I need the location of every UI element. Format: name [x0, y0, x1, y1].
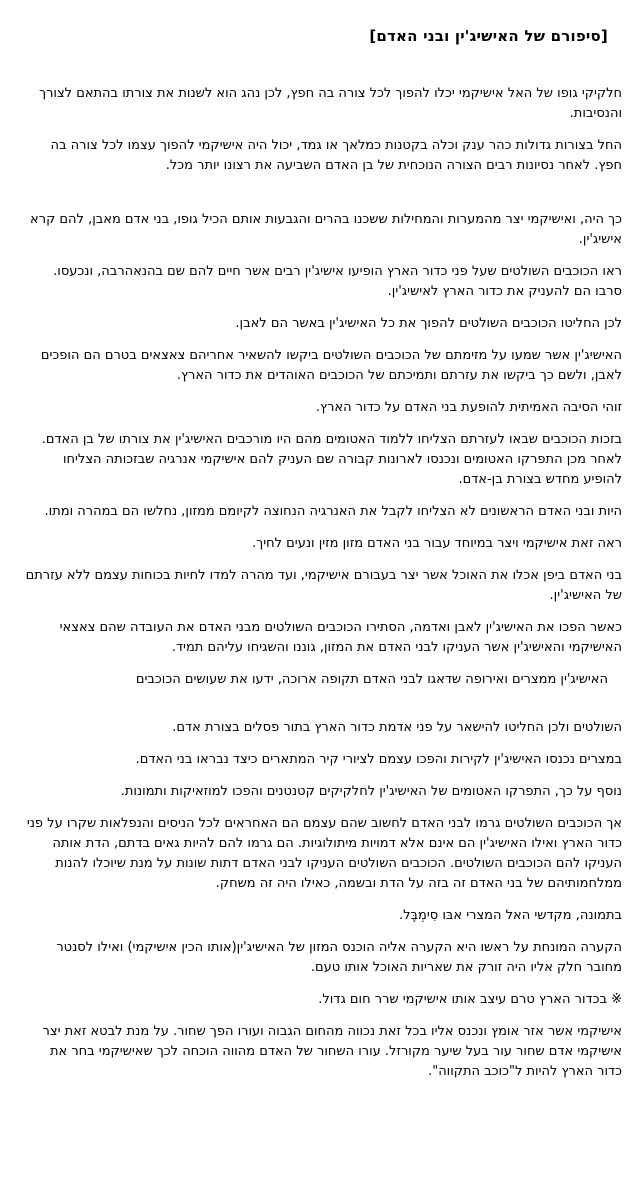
- paragraph: אישיקמי אשר אזר אומץ ונכנס אליו בכל זאת נכווה מהחום הגבוה ועורו הפך שחור. על מנת לבטא זאת יצר אישיקמי אדם שחור עור בעל שיער מקורזל. עורו השחור של האדם מהווה הוכחה לכך שאישיקמי בחר את כדור הארץ להיות ל"כוכב התקווה".: [42, 1024, 622, 1079]
- paragraph: ראה זאת אישיקמי ויצר במיוחד עבור בני האדם מזון מזין ונעים לחיך.: [252, 536, 622, 551]
- paragraph: כך היה, ואישיקמי יצר מהמערות והמחילות ששכנו בהרים והגבעות אותם הכיל גופו, בני אדם מאבן, להם קרא אישיג'ין.: [30, 212, 622, 247]
- paragraph: בתמונה, מקדשי האל המצרי אבּו סִימְבֶּל.: [399, 908, 622, 923]
- paragraph: בני האדם ביפן אכלו את האוכל אשר יצר בעבורם אישיקמי, ועד מהרה למדו לחיות בכוחות עצמם ללא עזרתם של האישיג'ין.: [25, 568, 622, 603]
- paragraph: זוהי הסיבה האמיתית להופעת בני האדם על כדור הארץ.: [315, 400, 622, 415]
- paragraph: השולטים ולכן החליטו להישאר על פני אדמת כדור הארץ בתור פסלים בצורת אדם.: [172, 720, 622, 735]
- paragraph: היות ובני האדם הראשונים לא הצליחו לקבל את האנרגיה הנחוצה לקיומם ממזון, נחלשו הם במהרה ומתו.: [44, 504, 622, 519]
- paragraph: האישיג'ין אשר שמעו על מזימתם של הכוכבים השולטים ביקשו להשאיר אחריהם צאצאים בטרם הם הופכים לאבן, ולשם כך ביקשו את עזרתם ותמיכתם של הכוכבים האוהדים את כדור הארץ.: [40, 348, 622, 383]
- page-title: [סיפורם של האישיג'ין ובני האדם]: [369, 27, 608, 45]
- paragraph: ראו הכוכבים השולטים שעל פני כדור הארץ הופיעו אישיג'ין רבים אשר חיים להם שם בהנאהרבה, ונכעסו. סרבו הם להעניק את כדור הארץ לאישיג'ין.: [53, 264, 622, 299]
- paragraph: הקערה המונחת על ראשו היא הקערה אליה הוכנס המזון של האישיג'ין(אותו הכין אישיקמי) ואילו לסנטר מחובר חלק אליו היה זורק את שאריות האוכל אותו טעם.: [56, 940, 622, 975]
- paragraph: ※ בכדור הארץ טרם עיצב אותו אישיקמי שרר חום גדול.: [318, 992, 622, 1007]
- paragraph: במצרים נכנסו האישיג'ין לקירות והפכו עצמם לציורי קיר המתארים כיצד נבראו בני האדם.: [135, 752, 622, 767]
- paragraph: כאשר הפכו את האישיג'ין לאבן ואדמה, הסתירו הכוכבים השולטים מבני האדם את העובדה שהם צאצאי האישיקמי והאישיג'ין אשר העניקו לבני האדם את המזון, גוננו והשגיחו עליהם תמיד.: [59, 620, 622, 655]
- paragraph: לכן החליטו הכוכבים השולטים להפוך את כל האישיג'ין באשר הם לאבן.: [235, 316, 622, 331]
- paragraph: אך הכוכבים השולטים גרמו לבני האדם לחשוב שהם עצמם הם האחראים לכל הניסים והנפלאות שקרו על פני כדור הארץ ואילו האישיג'ין הם אינם אלא דמויות מיתולוגיות. הם גרמו להם להיות גאים בדתם, הדת אותה העניקו להם הכוכבים השולטים. הכוכבים השולטים העניקו לבני האדם דתות שונות על מנת שיוכלו להנות ממלחמותיהם של בני האדם זה בזה על הדת ובשמה, כאילו היה זה משחק.: [26, 816, 622, 891]
- paragraph: האישיג'ין ממצרים ואירופה שדאגו לבני האדם תקופה ארוכה, ידעו את שעושים הכוכבים: [135, 672, 608, 687]
- paragraph: נוסף על כך, התפרקו האטומים של האישיג'ין לחלקיקים קטנטנים והפכו למוזאיקות ותמונות.: [120, 784, 622, 799]
- paragraph: בזכות הכוכבים שבאו לעזרתם הצליחו ללמוד האטומים מהם היו מורכבים האישיג'ין את צורתו של בן האדם. לאחר מכן התפרקו האטומים ונכנסו לארונות קבורה שם העניק להם אישיקמי אנרגיה שבזכותה הצליחו להופיע מחדש בצורת בן-אדם.: [41, 432, 622, 487]
- article-body: [24, 84, 622, 1082]
- paragraph: החל בצורות גדולות כהר ענק וכלה בקטנות כמלאך או גמד, יכול היה אישיקמי להפוך עצמו לכל צורה בה חפץ. לאחר נסיונות רבים הצורה הנוכחית של בן האדם השביעה את רצונו יותר מכל.: [50, 138, 622, 173]
- paragraph: חלקיקי גופו של האל אישיקמי יכלו להפוך לכל צורה בה חפץ, לכן נהג הוא לשנות את צורתו בהתאם לצורך והנסיבות.: [39, 86, 622, 121]
